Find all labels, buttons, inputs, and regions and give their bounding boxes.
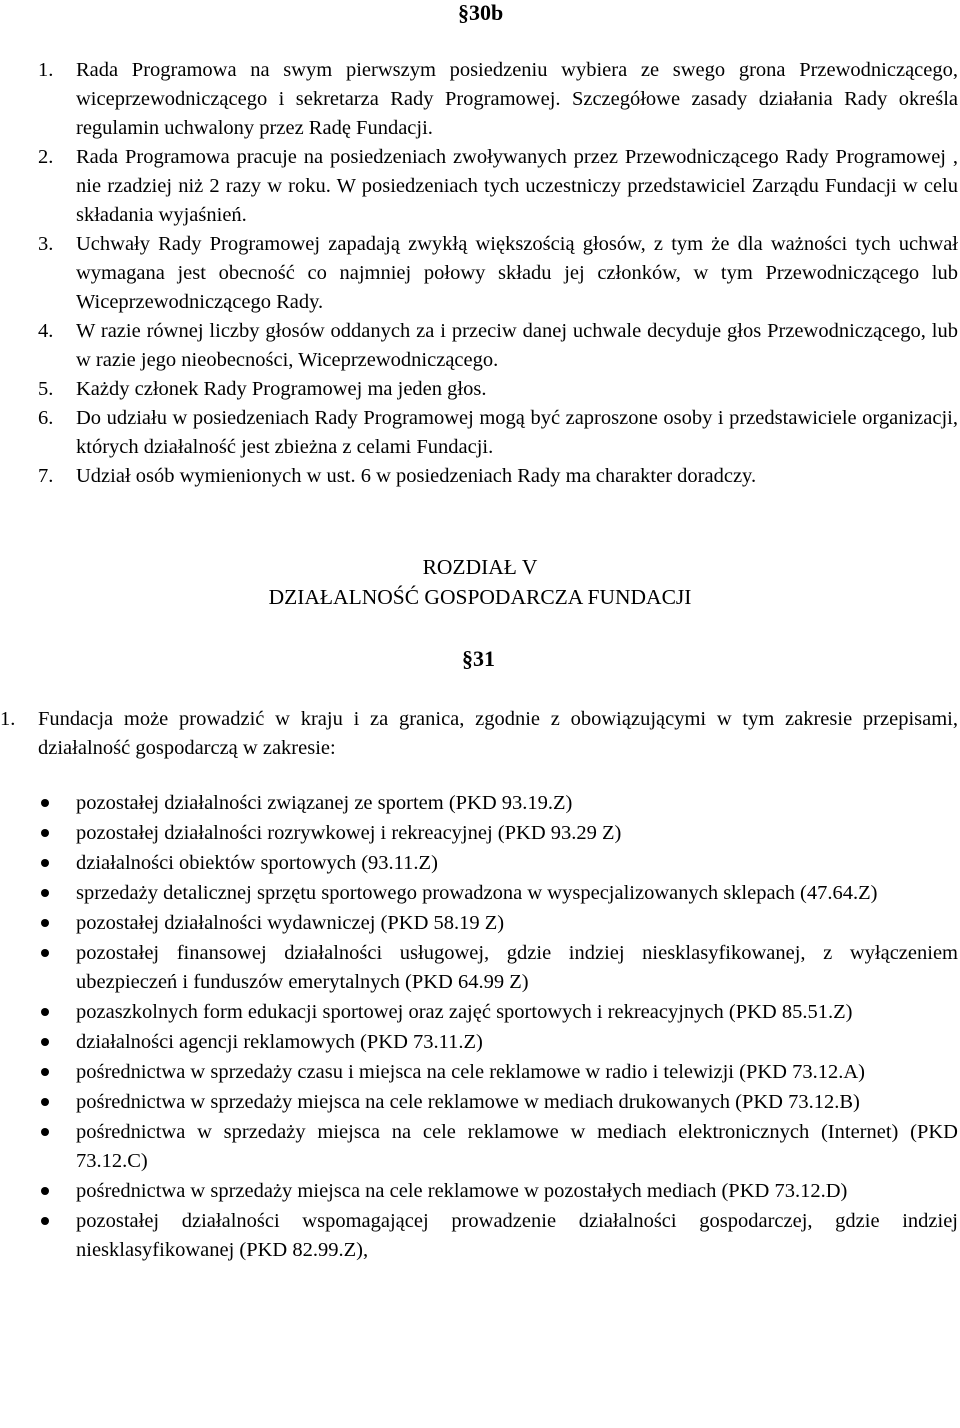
activity-text: pośrednictwa w sprzedaży czasu i miejsca na cele reklamowe w radio i telewizji (PKD 73.12.A) — [76, 1061, 865, 1083]
activity-text: pozostałej działalności wydawniczej (PKD 58.19 Z) — [76, 912, 505, 934]
item-number: 6. — [38, 407, 54, 429]
list-item — [38, 462, 958, 491]
list-item — [40, 909, 958, 938]
item-text: Do udziału w posiedzeniach Rady Programowej mogą być zaproszone osoby i przedstawiciele organizacji, których działalność jest zbieżna z celami Fundacji. — [76, 407, 958, 458]
bullet-icon — [40, 1118, 76, 1147]
list-item — [38, 317, 958, 375]
chapter-title: DZIAŁALNOŚĆ GOSPODARCZA FUNDACJI — [268, 585, 692, 609]
list-item — [40, 939, 958, 997]
activity-text: działalności obiektów sportowych (93.11.Z) — [76, 852, 438, 874]
section-31-heading: §31 — [462, 646, 495, 671]
item-number: 5. — [38, 378, 54, 400]
item-text: Każdy członek Rady Programowej ma jeden głos. — [76, 378, 487, 400]
bullet-icon — [40, 1177, 76, 1206]
bullet-icon — [40, 849, 76, 878]
list-item — [40, 1177, 958, 1206]
list-item — [40, 1118, 958, 1176]
list-item — [40, 789, 958, 818]
list-item — [40, 879, 958, 908]
list-item — [40, 1088, 958, 1117]
item-text: Rada Programowa pracuje na posiedzeniach zwoływanych przez Przewodniczącego Rady Programowej , nie rzadziej niż 2 razy w roku. W posiedzeniach tych uczestniczy przedstawiciel Zarządu Fundacji w celu składania wyjaśnień. — [76, 146, 958, 226]
list-item — [40, 849, 958, 878]
bullet-icon — [40, 1088, 76, 1117]
bullet-icon — [40, 879, 76, 908]
activity-text: pozostałej działalności związanej ze sportem (PKD 93.19.Z) — [76, 792, 573, 814]
activity-text: sprzedaży detalicznej sprzętu sportowego prowadzona w wyspecjalizowanych sklepach (47.64.Z) — [76, 882, 878, 904]
list-item — [38, 230, 958, 317]
item-text: Uchwały Rady Programowej zapadają zwykłą większością głosów, z tym że dla ważności tych uchwał wymagana jest obecność co najmniej połowy składu jej członków, w tym Przewodniczącego lub Wiceprzewodniczącego Rady. — [76, 233, 958, 313]
bullet-icon — [40, 1058, 76, 1087]
list-item — [38, 404, 958, 462]
item-text: W razie równej liczby głosów oddanych za i przeciw danej uchwale decyduje głos Przewodniczącego, lub w razie jego nieobecności, Wiceprzewodniczącego. — [76, 320, 958, 371]
paragraph-31-item — [0, 705, 958, 763]
bullet-icon — [40, 939, 76, 968]
bullet-icon — [40, 789, 76, 818]
activity-text: pozostałej działalności wspomagającej prowadzenie działalności gospodarczej, gdzie indziej niesklasyfikowanej (PKD 82.99.Z), — [76, 1210, 958, 1261]
bullet-icon — [40, 1028, 76, 1057]
item-number: 3. — [38, 233, 54, 255]
activity-text: pośrednictwa w sprzedaży miejsca na cele reklamowe w pozostałych mediach (PKD 73.12.D) — [76, 1180, 848, 1202]
bullet-icon — [40, 819, 76, 848]
list-item — [40, 1207, 958, 1265]
activity-text: działalności agencji reklamowych (PKD 73.11.Z) — [76, 1031, 483, 1053]
activity-text: pozaszkolnych form edukacji sportowej oraz zajęć sportowych i rekreacyjnych (PKD 85.51.Z) — [76, 1001, 853, 1023]
list-item — [40, 1058, 958, 1087]
activity-text: pośrednictwa w sprzedaży miejsca na cele reklamowe w mediach elektronicznych (Internet) (PKD 73.12.C) — [76, 1121, 958, 1172]
bullet-icon — [40, 1207, 76, 1236]
item-number: 7. — [38, 465, 54, 487]
list-item — [38, 143, 958, 230]
activity-text: pozostałej finansowej działalności usługowej, gdzie indziej niesklasyfikowanej, z wyłączeniem ubezpieczeń i funduszów emerytalnych (PKD 64.99 Z) — [76, 942, 958, 993]
list-item — [38, 375, 958, 404]
item-text: Rada Programowa na swym pierwszym posiedzeniu wybiera ze swego grona Przewodniczącego, wiceprzewodniczącego i sekretarza Rady Programowej. Szczegółowe zasady działania Rady określa regulamin uchwalony przez Radę Fundacji. — [76, 59, 958, 139]
activity-text: pozostałej działalności rozrywkowej i rekreacyjnej (PKD 93.29 Z) — [76, 822, 622, 844]
list-item — [40, 998, 958, 1027]
item-number: 1. — [38, 59, 54, 81]
list-item — [40, 1028, 958, 1057]
paragraph-30b-list — [38, 56, 958, 491]
bullet-icon — [40, 909, 76, 938]
list-item — [40, 819, 958, 848]
list-item — [38, 56, 958, 143]
item-number: 4. — [38, 320, 54, 342]
item-number: 2. — [38, 146, 54, 168]
activity-text: pośrednictwa w sprzedaży miejsca na cele reklamowe w mediach drukowanych (PKD 73.12.B) — [76, 1091, 860, 1113]
item-text: Udział osób wymienionych w ust. 6 w posiedzeniach Rady ma charakter doradczy. — [76, 465, 757, 487]
activities-list — [40, 789, 958, 1266]
section-30b-heading: §30b — [458, 0, 504, 25]
item-text: Fundacja może prowadzić w kraju i za granica, zgodnie z obowiązującymi w tym zakresie przepisami, działalność gospodarczą w zakresie: — [38, 708, 958, 759]
item-number: 1. — [0, 708, 16, 730]
chapter-number: ROZDIAŁ V — [422, 555, 538, 579]
bullet-icon — [40, 998, 76, 1027]
